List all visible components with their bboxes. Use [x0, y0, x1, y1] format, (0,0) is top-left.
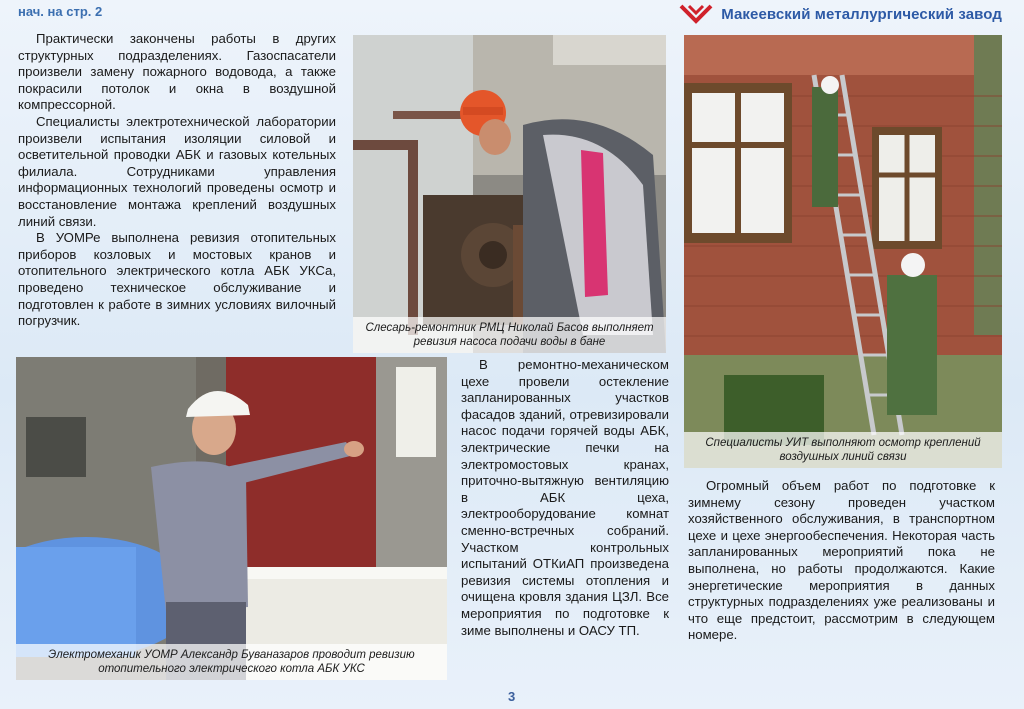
photo-communication-lines [684, 35, 1002, 468]
paragraph: Специалисты электротехнической лаборатории произвели испытания изоляции силовой и осветительной проводки АБК и газовых котельных филиала. Сотрудниками управления информационных технологий проведены осмотр и восстановление монтажа креплений воздушных линий связи. [18, 113, 336, 229]
photo-boiler-inspection [16, 357, 447, 680]
paragraph: Практически закончены работы в других структурных подразделениях. Газоспасатели произвели замену пожарного водовода, а также покрасили потолок и окна в воздушной компрессорной. [18, 31, 336, 113]
article-column-1 [18, 31, 336, 330]
photo-caption: Электромеханик УОМР Александр Буваназаров проводит ревизию отопительного электрического котла АБК УКС [16, 644, 447, 680]
continued-from-label: нач. на стр. 2 [18, 4, 103, 19]
mmz-logo-icon [679, 3, 713, 25]
brand-header [679, 3, 1002, 25]
paragraph: Огромный объем работ по подготовке к зимнему сезону проведен участком хозяйственного обслуживания, в транспортном цехе и цехе энергообеспечения. Некоторая часть запланированных мероприятий пока не выполнена, но работы продолжаются. Какие энергетические мероприятия в данных структурных подразделениях уже реализованы и что еще предстоит, рассмотрим в следующем номере. [688, 478, 995, 643]
pump-repair-image [353, 35, 666, 353]
ladder-facade-image [684, 35, 1002, 468]
paragraph: В УОМРе выполнена ревизия отопительных приборов козловых и мостовых кранов и отопительного электрического котла АБК УКСа, проведено техническое обслуживание и подготовлен к работе в зимних условиях вилочный погрузчик. [18, 230, 336, 329]
photo-pump-repair [353, 35, 666, 353]
article-column-2 [461, 357, 669, 639]
photo-caption: Специалисты УИТ выполняют осмотр креплений воздушных линий связи [684, 432, 1002, 468]
boiler-inspection-image [16, 357, 447, 680]
paragraph: В ремонтно-механическом цехе провели остекление запланированных участков фасадов зданий, отревизировали насос подачи горячей воды АБК, электрические печки на электромостовых кранах, приточно-вытяжную вентиляцию в АБК цеха, электрооборудование комнат сменно-встречных собраний. Участком контрольных испытаний ОТКиАП произведена ревизия системы отопления и очищена кровля здания ЦЗЛ. Все мероприятия по подготовке к зиме выполнены и ОАСУ ТП. [461, 357, 669, 638]
brand-name: Макеевский металлургический завод [721, 5, 1002, 23]
page-number: 3 [508, 689, 516, 704]
photo-caption: Слесарь-ремонтник РМЦ Николай Басов выполняет ревизия насоса подачи воды в бане [353, 317, 666, 353]
article-column-3 [688, 478, 995, 644]
